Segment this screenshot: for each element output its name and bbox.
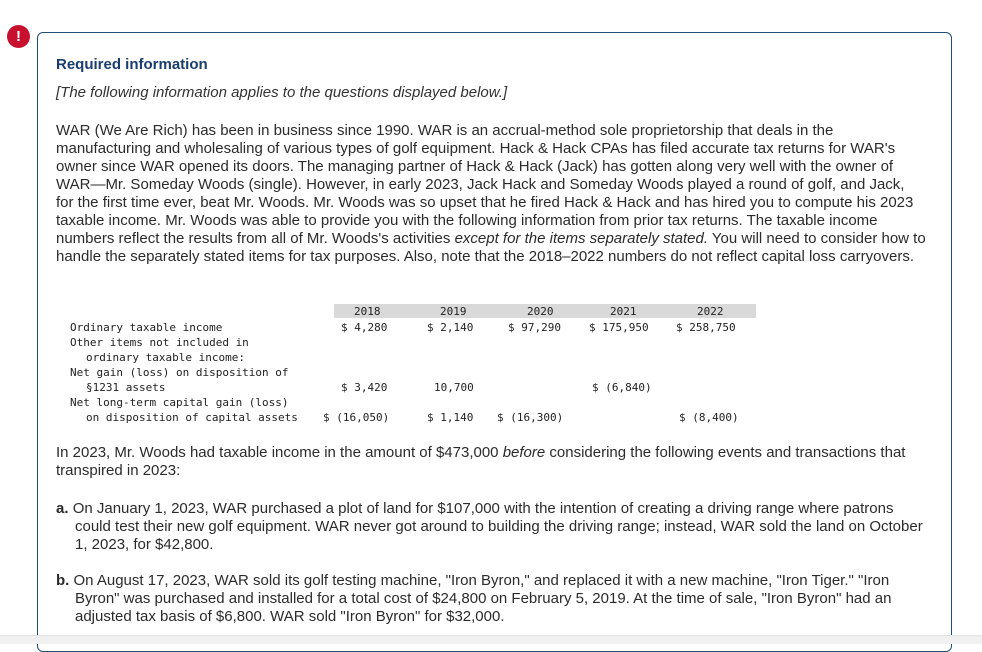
table-cell: $ 4,280 <box>341 321 388 334</box>
table-cell: $ (16,050) <box>323 411 390 424</box>
table-cell: $ 2,140 <box>427 321 474 334</box>
year-header: 2021 <box>610 305 637 318</box>
event-item-b: b. On August 17, 2023, WAR sold its golf testing machine, "Iron Byron," and replaced it with a new machine, "Iron Tiger." "Iron Byron" was purchased and installed for a total cost of $24,800 on February 5, 2019. At the time of sale, "Iron Byron" had an adjusted tax basis of $6,800. WAR sold "Iron Byron" for $32,000. <box>56 572 892 625</box>
table-cell: $ 1,140 <box>427 411 474 424</box>
row-label: Net gain (loss) on disposition of <box>70 366 289 379</box>
context-paragraph: In 2023, Mr. Woods had taxable income in the amount of $473,000 before considering the following events and transactions that transpired in 2023: <box>56 444 906 479</box>
item-marker: a. <box>56 500 69 517</box>
row-label: Other items not included in <box>70 336 249 349</box>
alert-icon: ! <box>7 25 30 48</box>
row-label: Net long-term capital gain (loss) <box>70 396 289 409</box>
table-cell: $ 258,750 <box>676 321 736 334</box>
table-cell: $ 97,290 <box>508 321 561 334</box>
table-cell: $ 3,420 <box>341 381 388 394</box>
event-item-a: a. On January 1, 2023, WAR purchased a plot of land for $107,000 with the intention of creating a driving range where patrons could test their new golf equipment. WAR never got around to building the driving range; instead, WAR sold the land on October 1, 2023, for $42,800. <box>56 500 923 553</box>
row-label: Ordinary taxable income <box>70 321 223 334</box>
year-header: 2022 <box>697 305 724 318</box>
table-cell: $ 175,950 <box>589 321 649 334</box>
row-label: on disposition of capital assets <box>86 411 298 424</box>
item-marker: b. <box>56 572 70 589</box>
table-cell: $ (16,300) <box>497 411 564 424</box>
year-header: 2020 <box>527 305 554 318</box>
intro-paragraph: WAR (We Are Rich) has been in business since 1990. WAR is an accrual-method sole proprietorship that deals in the manufacturing and wholesaling of various types of golf equipment. Hack & Hack CPAs has filed accurate tax returns for WAR's owner since WAR opened its doors. The managing partner of Hack & Hack (Jack) has gotten along very well with the owner of WAR—Mr. Someday Woods (single). However, in early 2023, Jack Hack and Someday Woods played a round of golf, and Jack, for the first time ever, beat Mr. Woods. Mr. Woods was so upset that he fired Hack & Hack and has hired you to compute his 2023 taxable income. Mr. Woods was able to provide you with the following information from prior tax returns. The taxable income numbers reflect the results from all of Mr. Woods's activities except for the items separately stated. You will need to consider how to handle the separately stated items for tax purposes. Also, note that the 2018–2022 numbers do not reflect capital loss carryovers. <box>56 122 926 265</box>
required-info-title: Required information <box>56 56 208 73</box>
row-label: §1231 assets <box>86 381 166 394</box>
row-label: ordinary taxable income: <box>86 351 245 364</box>
table-cell: $ (6,840) <box>592 381 652 394</box>
required-info-subtitle: [The following information applies to the questions displayed below.] <box>56 84 508 101</box>
table-cell: 10,700 <box>434 381 474 394</box>
year-header: 2018 <box>354 305 381 318</box>
table-cell: $ (8,400) <box>679 411 739 424</box>
year-header: 2019 <box>440 305 467 318</box>
